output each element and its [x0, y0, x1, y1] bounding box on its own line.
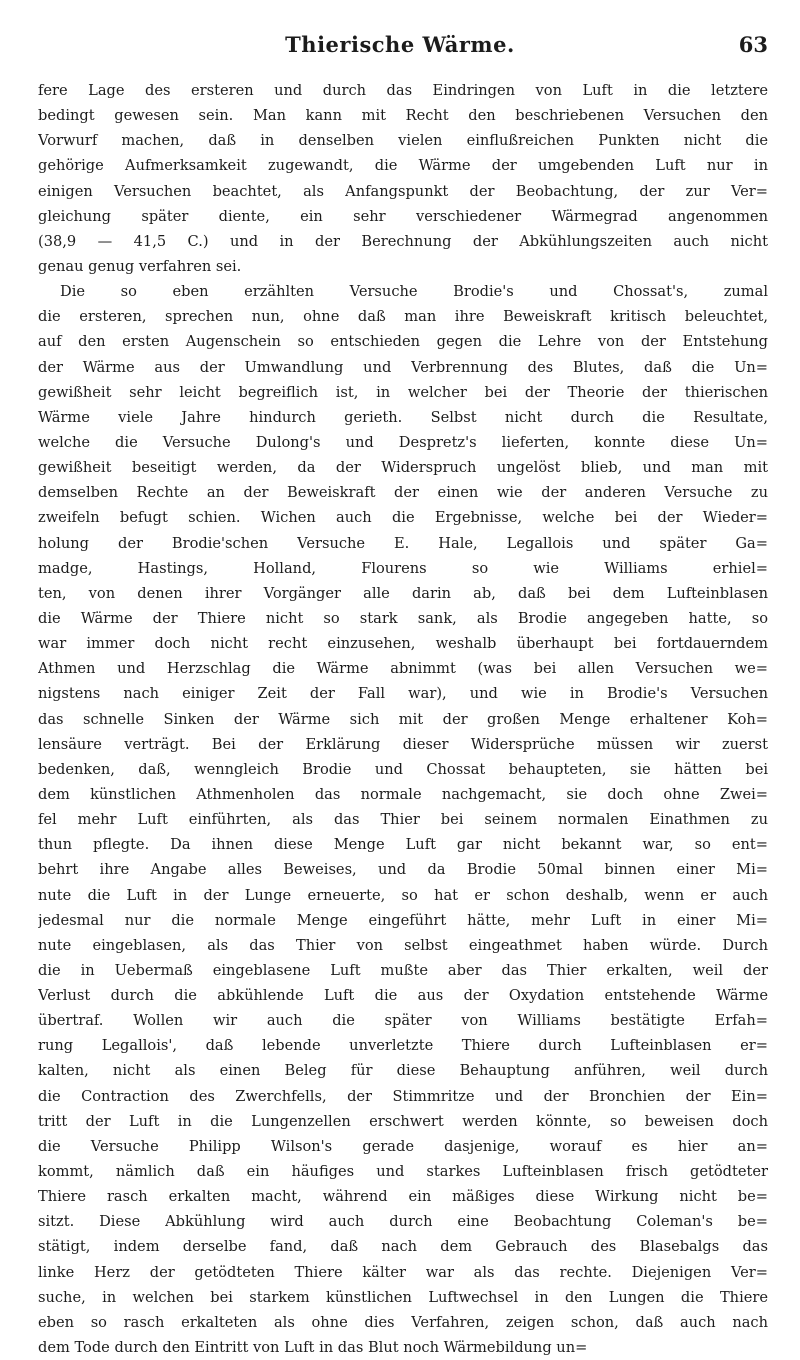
- text-line: sitzt. Diese Abkühlung wird auch durch eine Beobachtung Coleman's be=: [38, 1213, 768, 1231]
- paragraph: [38, 279, 768, 1360]
- paragraph: [38, 78, 768, 279]
- text-line: gewißheit sehr leicht begreiflich ist, in welcher bei der Theorie der thierischen: [38, 383, 768, 401]
- text-line: der Wärme aus der Umwandlung und Verbrennung des Blutes, daß die Un=: [38, 358, 768, 376]
- text-line: die in Uebermaß eingeblasene Luft mußte aber das Thier erkalten, weil der: [38, 961, 768, 979]
- text-line: die Versuche Philipp Wilson's gerade dasjenige, worauf es hier an=: [38, 1137, 768, 1155]
- text-line: fere Lage des ersteren und durch das Eindringen von Luft in die letztere: [38, 82, 768, 99]
- text-line: jedesmal nur die normale Menge eingeführt hätte, mehr Luft in einer Mi=: [38, 911, 768, 929]
- text-line: dem künstlichen Athmenholen das normale nachgemacht, sie doch ohne Zwei=: [38, 785, 768, 803]
- text-line: nigstens nach einiger Zeit der Fall war), und wie in Brodie's Versuchen: [38, 685, 768, 703]
- text-line: linke Herz der getödteten Thiere kälter war als das rechte. Diejenigen Ver=: [38, 1263, 768, 1281]
- text-line: Thiere rasch erkalten macht, während ein mäßiges diese Wirkung nicht be=: [38, 1188, 768, 1206]
- text-line: lensäure verträgt. Bei der Erklärung dieser Widersprüche müssen wir zuerst: [38, 735, 768, 753]
- text-line: thun pflegte. Da ihnen diese Menge Luft gar nicht bekannt war, so ent=: [38, 836, 768, 854]
- text-line: dem Tode durch den Eintritt von Luft in das Blut noch Wärmebildung un=: [38, 1339, 588, 1357]
- text-line: gewißheit beseitigt werden, da der Widerspruch ungelöst blieb, und man mit: [38, 459, 768, 477]
- text-line: die Wärme der Thiere nicht so stark sank, als Brodie angegeben hatte, so: [38, 609, 768, 627]
- text-line: kalten, nicht als einen Beleg für diese Behauptung anführen, weil durch: [38, 1062, 768, 1080]
- text-line: einigen Versuchen beachtet, als Anfangspunkt der Beobachtung, der zur Ver=: [38, 182, 768, 200]
- text-line: nute die Luft in der Lunge erneuerte, so hat er schon deshalb, wenn er auch: [38, 886, 768, 904]
- text-line: Athmen und Herzschlag die Wärme abnimmt (was bei allen Versuchen we=: [38, 660, 768, 678]
- text-line: die Contraction des Zwerchfells, der Stimmritze und der Bronchien der Ein=: [38, 1087, 768, 1105]
- text-line: bedingt gewesen sein. Man kann mit Recht den beschriebenen Versuchen den: [38, 107, 768, 125]
- text-line: Wärme viele Jahre hindurch gerieth. Selbst nicht durch die Resultate,: [38, 408, 768, 426]
- text-line: eben so rasch erkalteten als ohne dies Verfahren, zeigen schon, daß auch nach: [38, 1313, 768, 1331]
- text-line: ten, von denen ihrer Vorgänger alle darin ab, daß bei dem Lufteinblasen: [38, 584, 768, 602]
- text-line: demselben Rechte an der Beweiskraft der einen wie der anderen Versuche zu: [38, 484, 768, 502]
- text-line: gehörige Aufmerksamkeit zugewandt, die Wärme der umgebenden Luft nur in: [38, 157, 768, 175]
- text-line: fel mehr Luft einführten, als das Thier bei seinem normalen Einathmen zu: [38, 811, 768, 829]
- text-line: holung der Brodie'schen Versuche E. Hale, Legallois und später Ga=: [38, 534, 768, 552]
- page-header: [20, 22, 780, 62]
- text-line: stätigt, indem derselbe fand, daß nach dem Gebrauch des Blasebalgs das: [38, 1238, 768, 1256]
- text-line: Verlust durch die abkühlende Luft die aus der Oxydation entstehende Wärme: [38, 987, 768, 1005]
- text-line: übertraf. Wollen wir auch die später von Williams bestätigte Erfah=: [38, 1012, 768, 1030]
- running-title: Thierische Wärme.: [285, 32, 515, 57]
- text-line: Die so eben erzählten Versuche Brodie's und Chossat's, zumal: [60, 283, 768, 301]
- text-line: das schnelle Sinken der Wärme sich mit der großen Menge erhaltener Koh=: [38, 710, 768, 728]
- text-line: die ersteren, sprechen nun, ohne daß man ihre Beweiskraft kritisch beleuchtet,: [38, 308, 768, 326]
- text-line: war immer doch nicht recht einzusehen, weshalb überhaupt bei fortdauerndem: [38, 635, 768, 653]
- text-line: genau genug verfahren sei.: [38, 257, 242, 275]
- text-line: auf den ersten Augenschein so entschieden gegen die Lehre von der Entstehung: [38, 333, 768, 351]
- text-line: nute eingeblasen, als das Thier von selbst eingeathmet haben würde. Durch: [38, 936, 768, 954]
- text-line: welche die Versuche Dulong's und Despretz's lieferten, konnte diese Un=: [38, 433, 768, 451]
- text-line: kommt, nämlich daß ein häufiges und starkes Lufteinblasen frisch getödteter: [38, 1163, 768, 1181]
- text-line: zweifeln befugt schien. Wichen auch die Ergebnisse, welche bei der Wieder=: [38, 509, 768, 527]
- text-line: (38,9 — 41,5 C.) und in der Berechnung der Abkühlungszeiten auch nicht: [38, 232, 768, 250]
- text-line: rung Legallois', daß lebende unverletzte Thiere durch Lufteinblasen er=: [38, 1037, 768, 1055]
- text-line: madge, Hastings, Holland, Flourens so wie Williams erhiel=: [38, 559, 768, 577]
- text-line: suche, in welchen bei starkem künstlichen Luftwechsel in den Lungen die Thiere: [38, 1288, 768, 1306]
- text-line: gleichung später diente, ein sehr verschiedener Wärmegrad angenommen: [38, 207, 768, 225]
- text-line: tritt der Luft in die Lungenzellen erschwert werden könnte, so beweisen doch: [38, 1112, 768, 1130]
- body-text: [38, 78, 768, 1360]
- text-line: bedenken, daß, wenngleich Brodie und Chossat behaupteten, sie hätten bei: [38, 760, 768, 778]
- text-line: behrt ihre Angabe alles Beweises, und da Brodie 50mal binnen einer Mi=: [38, 861, 768, 879]
- text-line: Vorwurf machen, daß in denselben vielen einflußreichen Punkten nicht die: [38, 132, 768, 150]
- page-number: 63: [738, 32, 768, 57]
